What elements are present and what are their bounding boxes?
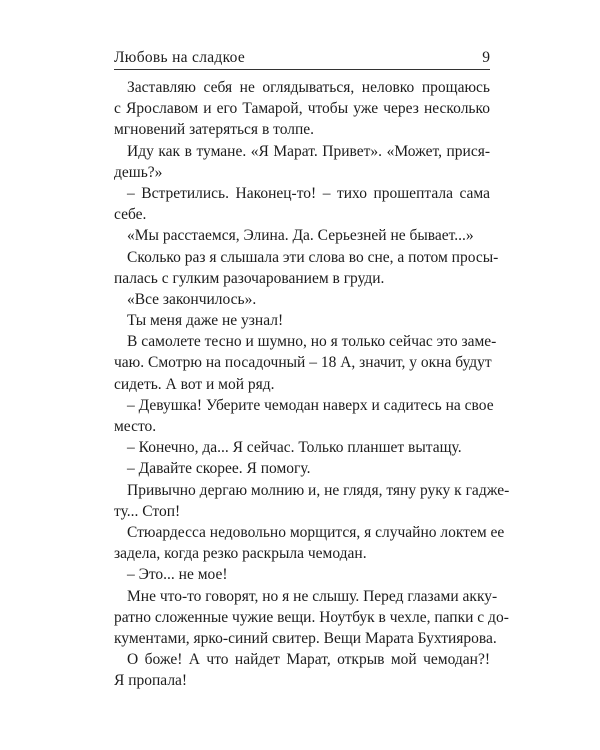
text-line: О боже! А что найдет Марат, открыв мой чемодан?! [127,651,490,669]
text-line: сидеть. А вот и мой ряд. [114,375,275,393]
text-line: Я пропала! [114,672,188,690]
text-line: ту... Стоп! [114,502,181,520]
text-line: Ты меня даже не узнал! [127,312,284,330]
text-line: Сколько раз я слышала эти слова во сне, а потом просы- [127,248,499,266]
text-line: место. [114,418,157,435]
text-line: «Мы расстаемся, Элина. Да. Серьезней не бывает...» [127,227,474,245]
running-header [114,49,490,69]
text-line: Иду как в тумане. «Я Марат. Привет». «Может, прися- [127,142,490,160]
text-line: кументами, ярко-синий свитер. Вещи Марата Бухтиярова. [114,629,497,647]
text-line: «Все закончилось». [127,290,257,308]
text-line: чаю. Смотрю на посадочный – 18 А, значит, у окна будут [114,354,492,372]
text-line: – Встретились. Наконец-то! – тихо прошептала сама [127,184,490,202]
text-line: Привычно дергаю молнию и, не глядя, тяну руку к гадже- [127,481,510,499]
text-line: В самолете тесно и шумно, но я только сейчас это заме- [127,333,497,351]
text-line: Стюардесса недовольно морщится, я случайно локтем ее [127,523,505,541]
text-line: Мне что-то говорят, но я не слышу. Перед глазами акку- [127,587,498,605]
page-number: 9 [482,49,490,66]
text-line: мгновений затеряться в толпе. [114,121,315,139]
text-line: палась с гулким разочарованием в груди. [114,269,385,287]
text-line: задела, когда резко раскрыла чемодан. [114,545,367,563]
header-rule [114,69,490,70]
text-line: с Ярославом и его Тамарой, чтобы уже через несколько [114,100,490,118]
text-line: – Давайте скорее. Я помогу. [127,460,311,478]
text-line: себе. [114,206,147,224]
text-line: ратно сложенные чужие вещи. Ноутбук в чехле, папки с до- [114,608,509,626]
book-title: Любовь на сладкое [114,49,246,66]
text-line: – Девушка! Уберите чемодан наверх и садитесь на свое [127,396,494,414]
text-line: Заставляю себя не оглядываться, неловко прощаюсь [127,79,490,96]
text-line: дешь?» [114,163,163,181]
text-line: – Это... не мое! [127,566,228,584]
body-text [114,77,510,691]
text-line: – Конечно, да... Я сейчас. Только планшет вытащу. [127,439,462,457]
